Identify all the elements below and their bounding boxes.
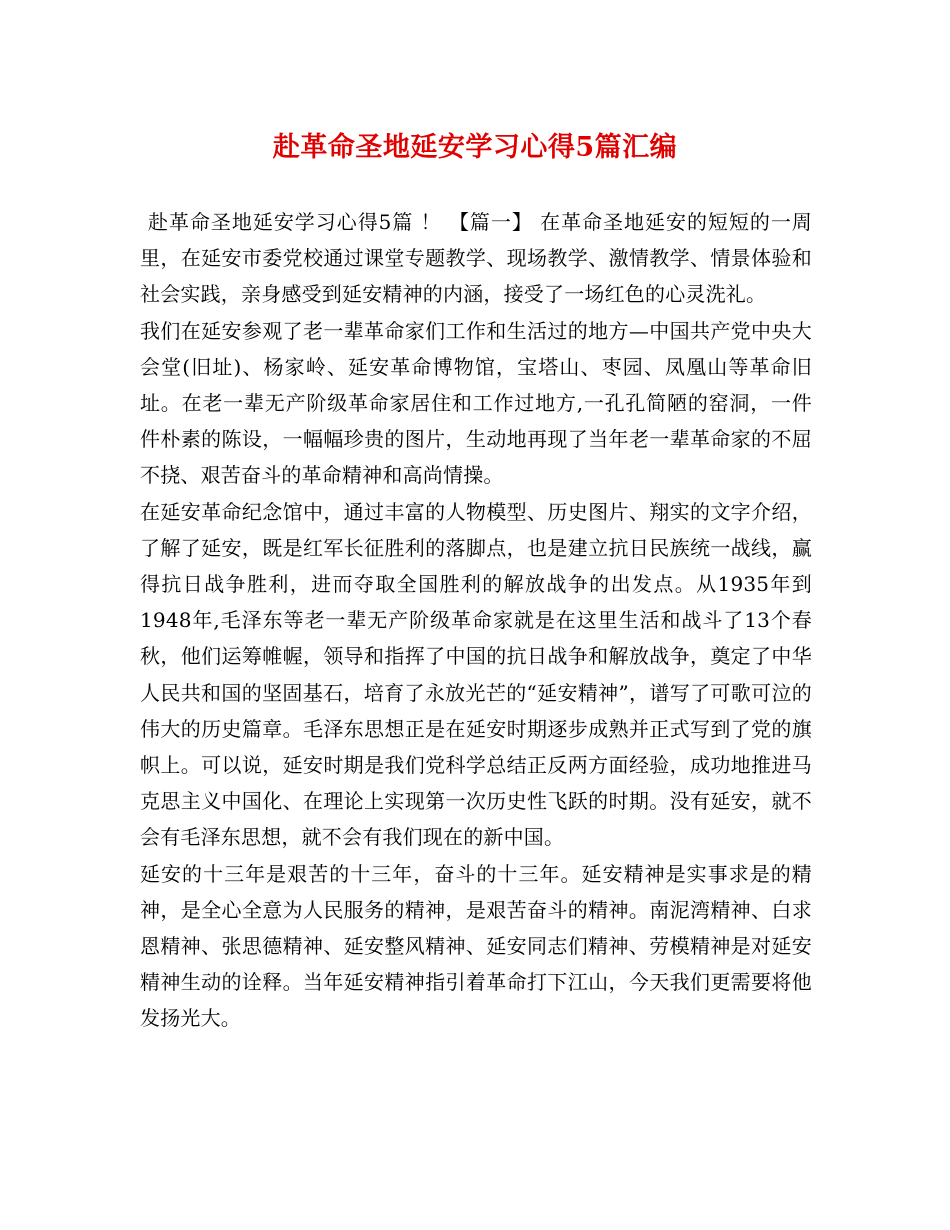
- document-body: [140, 204, 812, 1037]
- paragraph-2: 我们在延安参观了老一辈革命家们工作和生活过的地方—中国共产党中央大会堂(旧址)、杨家岭、延安革命博物馆，宝塔山、枣园、凤凰山等革命旧址。在老一辈无产阶级革命家居住和工作过地方,一孔孔简陋的窑洞，一件件朴素的陈设，一幅幅珍贵的图片，生动地再现了当年老一辈革命家的不屈不挠、艰苦奋斗的革命精神和高尚情操。: [140, 318, 812, 488]
- paragraph-3: 在延安革命纪念馆中，通过丰富的人物模型、历史图片、翔实的文字介绍，了解了延安，既是红军长征胜利的落脚点，也是建立抗日民族统一战线，赢得抗日战争胜利，进而夺取全国胜利的解放战争的出发点。从1935年到1948年,毛泽东等老一辈无产阶级革命家就是在这里生活和战斗了13个春秋，他们运筹帷幄，领导和指挥了中国的抗日战争和解放战争，奠定了中华人民共和国的坚固基石，培育了永放光芒的“延安精神”，谱写了可歌可泣的伟大的历史篇章。毛泽东思想正是在延安时期逐步成熟并正式写到了党的旗帜上。可以说，延安时期是我们党科学总结正反两方面经验，成功地推进马克思主义中国化、在理论上实现第一次历史性飞跃的时期。没有延安，就不会有毛泽东思想，就不会有我们现在的新中国。: [140, 499, 812, 850]
- paragraph-4: 延安的十三年是艰苦的十三年，奋斗的十三年。延安精神是实事求是的精神，是全心全意为人民服务的精神，是艰苦奋斗的精神。南泥湾精神、白求恩精神、张思德精神、延安整风精神、延安同志们精神、劳模精神是对延安精神生动的诠释。当年延安精神指引着革命打下江山，今天我们更需要将他发扬光大。: [140, 861, 812, 1031]
- document-title: 赴革命圣地延安学习心得5篇汇编: [272, 132, 678, 163]
- paragraph-1: 赴革命圣地延安学习心得5篇 ！ 【篇一】 在革命圣地延安的短短的一周里，在延安市委党校通过课堂专题教学、现场教学、激情教学、情景体验和社会实践，亲身感受到延安精神的内涵，接受了一场红色的心灵洗礼。: [140, 210, 812, 307]
